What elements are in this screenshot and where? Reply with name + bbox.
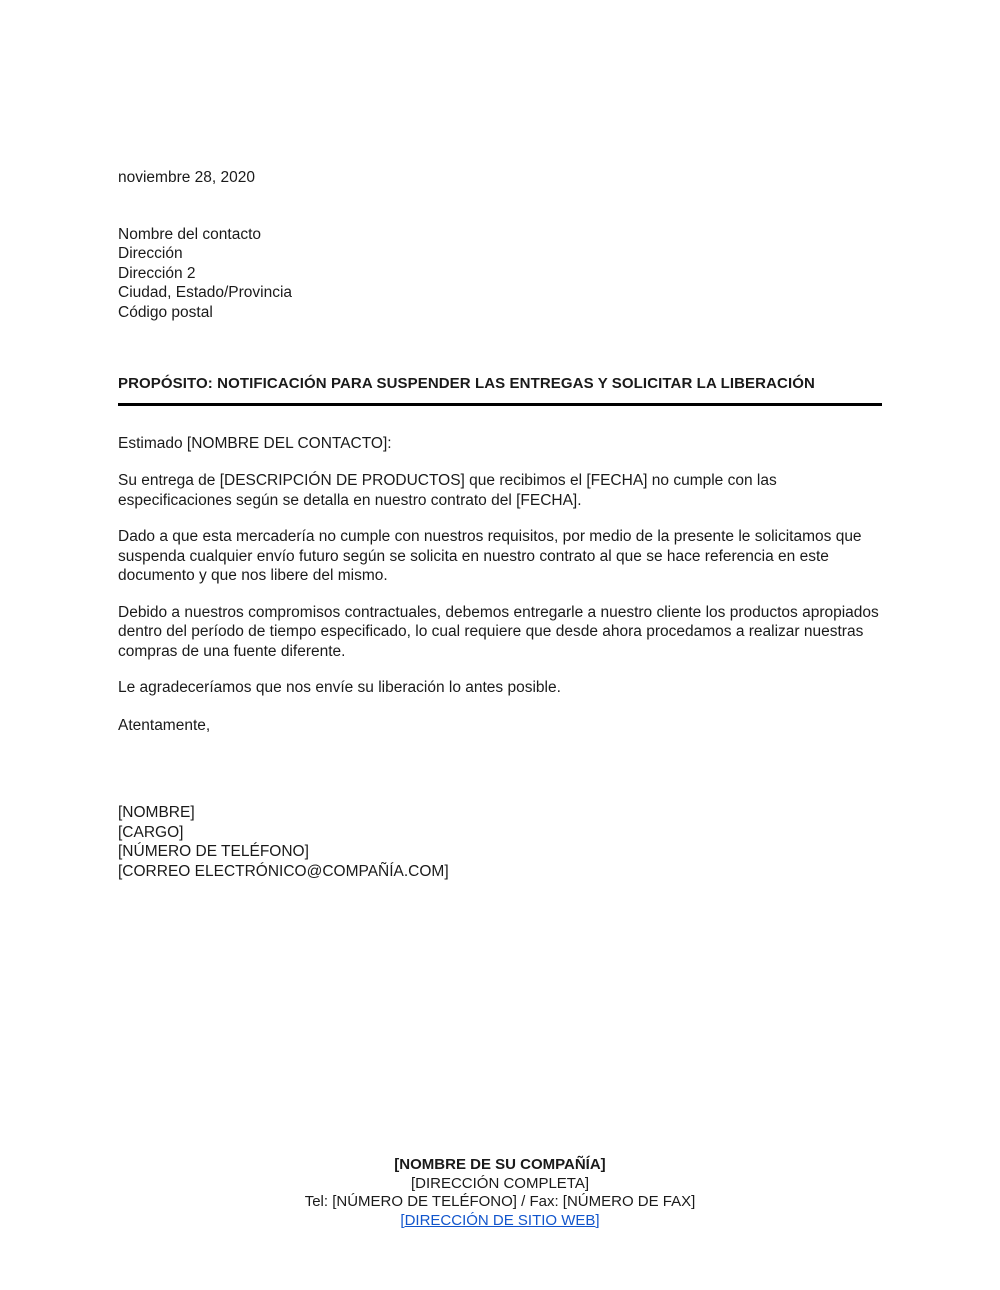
- footer-website-link[interactable]: [DIRECCIÓN DE SITIO WEB]: [400, 1211, 600, 1229]
- body-paragraph-3: Debido a nuestros compromisos contractuales, debemos entregarle a nuestro cliente los productos apropiados dentro del período de tiempo especificado, lo cual requiere que desde ahora procedamos a realizar nuestras compras de una fuente diferente.: [118, 603, 879, 660]
- footer-address: [DIRECCIÓN COMPLETA]: [410, 1174, 590, 1192]
- footer-website-row: [0, 1212, 1000, 1231]
- signature-name: [NOMBRE]: [118, 804, 195, 821]
- signature-phone: [NÚMERO DE TELÉFONO]: [118, 843, 309, 860]
- recipient-block: [118, 225, 882, 323]
- subject-line: PROPÓSITO: NOTIFICACIÓN PARA SUSPENDER LAS ENTREGAS Y SOLICITAR LA LIBERACIÓN: [118, 375, 815, 392]
- body-paragraph-2: Dado a que esta mercadería no cumple con nuestros requisitos, por medio de la presente le solicitamos que suspenda cualquier envío futuro según se solicita en nuestro contrato al que se hace referencia en este documento y que nos libere del mismo.: [118, 528, 862, 584]
- recipient-address-line-2: Dirección 2: [118, 264, 196, 282]
- signature-block: [118, 803, 882, 881]
- recipient-postal-code: Código postal: [118, 303, 213, 321]
- footer: [0, 1156, 1000, 1230]
- letter-content: [118, 168, 882, 881]
- subject-divider: [118, 403, 882, 406]
- signature-email: [CORREO ELECTRÓNICO@COMPAÑÍA.COM]: [118, 862, 449, 880]
- footer-phone-fax: Tel: [NÚMERO DE TELÉFONO] / Fax: [NÚMERO DE FAX]: [304, 1193, 696, 1210]
- body-paragraph-1: Su entrega de [DESCRIPCIÓN DE PRODUCTOS] que recibimos el [FECHA] no cumple con las especificaciones según se detalla en nuestro contrato del [FECHA].: [118, 472, 777, 509]
- letter-date: noviembre 28, 2020: [118, 169, 256, 186]
- salutation: Estimado [NOMBRE DEL CONTACTO]:: [118, 434, 392, 452]
- recipient-contact-name: Nombre del contacto: [118, 225, 262, 243]
- recipient-address-line-1: Dirección: [118, 245, 183, 262]
- signature-title: [CARGO]: [118, 823, 184, 841]
- body-paragraph-4: Le agradeceríamos que nos envíe su liberación lo antes posible.: [118, 679, 561, 696]
- recipient-city-state: Ciudad, Estado/Provincia: [118, 284, 293, 301]
- closing: Atentamente,: [118, 716, 211, 734]
- footer-company-name: [NOMBRE DE SU COMPAÑÍA]: [394, 1156, 606, 1173]
